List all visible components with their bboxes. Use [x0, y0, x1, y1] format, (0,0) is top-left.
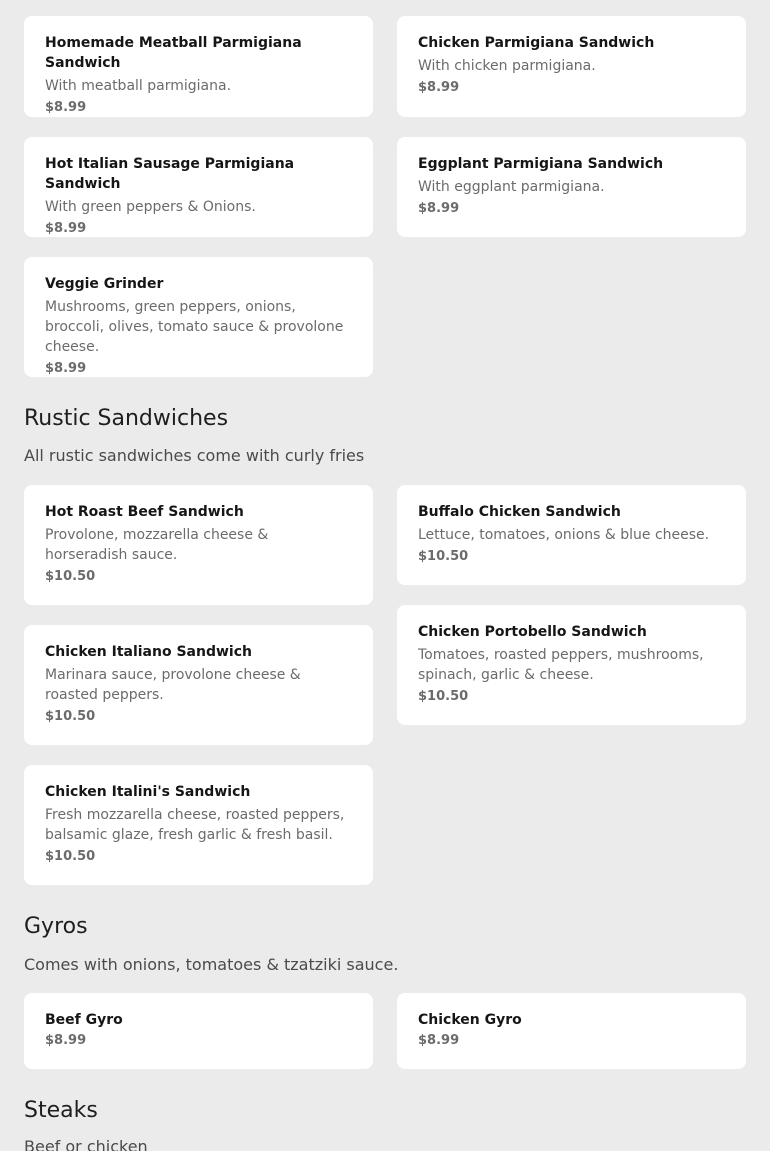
- menu-item-card[interactable]: [397, 137, 746, 237]
- item-price: $10.50: [418, 689, 469, 704]
- item-name: Eggplant Parmigiana Sandwich: [418, 156, 664, 172]
- item-name: Veggie Grinder: [45, 276, 164, 292]
- item-price: $10.50: [418, 549, 469, 564]
- section-subtitle: Beef or chicken: [24, 1137, 148, 1151]
- menu-item-card[interactable]: [24, 485, 373, 605]
- item-name: Chicken Gyro: [418, 1012, 522, 1028]
- menu-item-card[interactable]: [397, 605, 746, 725]
- section-title: Rustic Sandwiches: [24, 406, 229, 431]
- item-description: With green peppers & Onions.: [45, 199, 256, 215]
- item-price: $8.99: [45, 361, 87, 376]
- menu-item-card[interactable]: [397, 16, 746, 117]
- menu-item-card[interactable]: [24, 993, 373, 1069]
- item-name: Chicken Italini's Sandwich: [45, 784, 251, 800]
- item-description: With chicken parmigiana.: [418, 58, 596, 74]
- item-price: $8.99: [418, 201, 460, 216]
- item-description: With meatball parmigiana.: [45, 78, 232, 94]
- item-price: $8.99: [45, 1033, 87, 1048]
- item-name: Chicken Portobello Sandwich: [418, 624, 647, 640]
- item-name: Chicken Italiano Sandwich: [45, 644, 252, 660]
- item-description: Tomatoes, roasted peppers, mushrooms, spinach, garlic & cheese.: [418, 647, 704, 683]
- item-name: Hot Italian Sausage Parmigiana Sandwich: [45, 156, 295, 192]
- menu-item-card[interactable]: [397, 993, 746, 1069]
- item-description: Mushrooms, green peppers, onions, broccoli, olives, tomato sauce & provolone cheese.: [45, 299, 344, 355]
- menu-item-card[interactable]: [24, 765, 373, 885]
- item-price: $8.99: [418, 80, 460, 95]
- menu-item-card[interactable]: [24, 625, 373, 745]
- item-name: Homemade Meatball Parmigiana Sandwich: [45, 35, 302, 71]
- item-name: Buffalo Chicken Sandwich: [418, 504, 621, 520]
- item-price: $8.99: [45, 100, 87, 115]
- item-price: $8.99: [45, 221, 87, 236]
- item-name: Beef Gyro: [45, 1012, 123, 1028]
- item-description: Lettuce, tomatoes, onions & blue cheese.: [418, 527, 710, 543]
- item-price: $10.50: [45, 849, 96, 864]
- menu-item-card[interactable]: [24, 16, 373, 117]
- item-price: $10.50: [45, 569, 96, 584]
- menu-item-card[interactable]: [24, 257, 373, 377]
- item-price: $10.50: [45, 709, 96, 724]
- section-subtitle: All rustic sandwiches come with curly fries: [24, 446, 365, 465]
- section-subtitle: Comes with onions, tomatoes & tzatziki sauce.: [24, 955, 399, 974]
- item-name: Hot Roast Beef Sandwich: [45, 504, 244, 520]
- section-title: Gyros: [24, 914, 88, 939]
- section-title: Steaks: [24, 1098, 98, 1123]
- item-description: Provolone, mozzarella cheese & horseradish sauce.: [45, 527, 269, 563]
- item-name: Chicken Parmigiana Sandwich: [418, 35, 655, 51]
- item-price: $8.99: [418, 1033, 460, 1048]
- menu-item-card[interactable]: [24, 137, 373, 237]
- menu-item-card[interactable]: [397, 485, 746, 585]
- item-description: Fresh mozzarella cheese, roasted peppers, balsamic glaze, fresh garlic & fresh basil.: [45, 807, 345, 843]
- item-description: Marinara sauce, provolone cheese & roasted peppers.: [45, 667, 301, 703]
- item-description: With eggplant parmigiana.: [418, 179, 605, 195]
